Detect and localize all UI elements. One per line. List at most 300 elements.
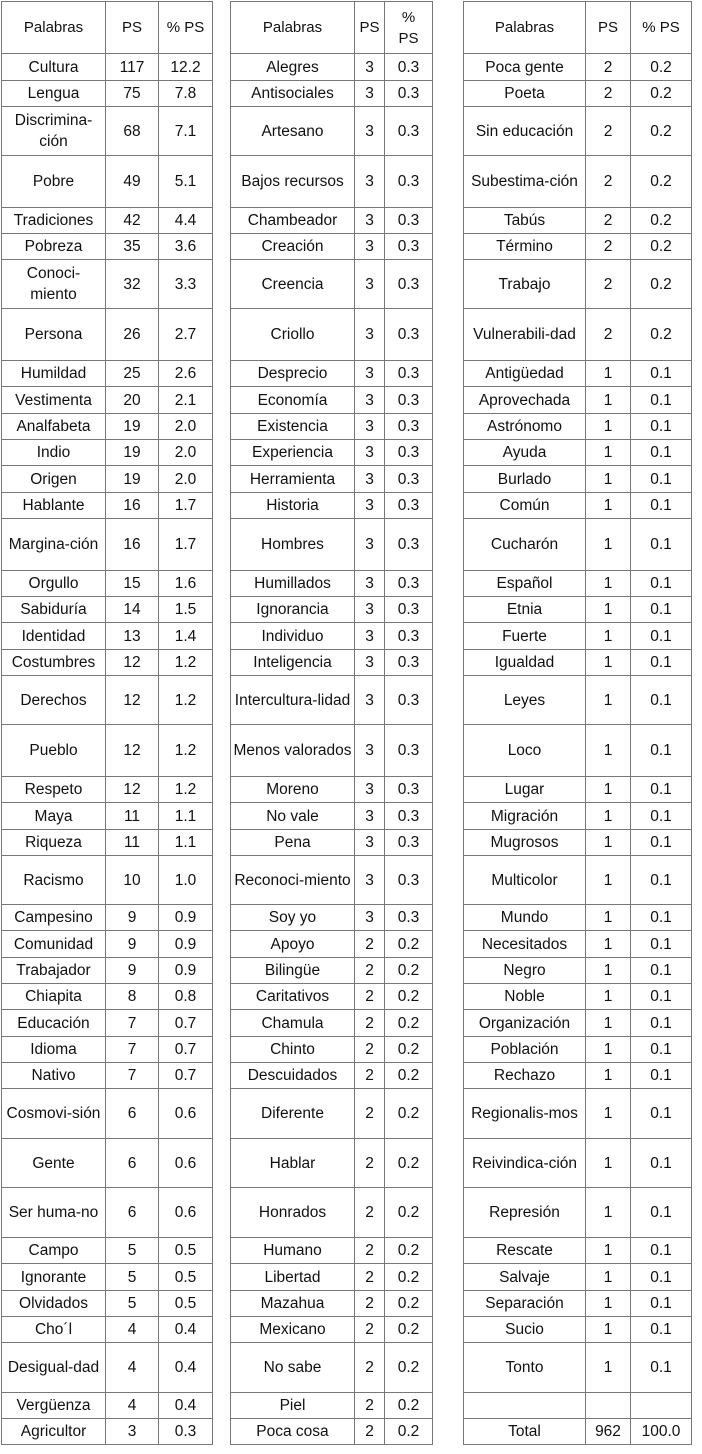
word-cell: Astrónomo <box>464 414 586 440</box>
table-row <box>231 81 433 107</box>
word-cell: Rescate <box>464 1238 586 1264</box>
word-cell: Moreno <box>231 777 355 803</box>
pct-cell: 0.1 <box>631 1264 692 1291</box>
pct-cell: 0.1 <box>631 931 692 958</box>
pct-cell: 0.2 <box>385 1291 433 1317</box>
pct-cell: 0.2 <box>385 1037 433 1063</box>
ps-cell: 1 <box>586 571 631 597</box>
word-cell: Vergüenza <box>2 1393 106 1419</box>
ps-cell: 20 <box>106 387 159 414</box>
ps-cell: 2 <box>355 1037 385 1063</box>
word-cell: Regionalis-mos <box>464 1089 586 1139</box>
ps-cell: 12 <box>106 650 159 676</box>
table-row <box>231 440 433 466</box>
word-cell: Derechos <box>2 676 106 725</box>
ps-cell: 1 <box>586 1188 631 1238</box>
ps-cell: 16 <box>106 493 159 519</box>
table-row <box>231 803 433 830</box>
pct-cell: 0.3 <box>385 676 433 725</box>
ps-cell: 1 <box>586 1264 631 1291</box>
pct-cell: 0.3 <box>385 309 433 361</box>
table-row <box>2 1264 213 1291</box>
ps-cell: 2 <box>355 1089 385 1139</box>
ps-cell: 26 <box>106 309 159 361</box>
pct-cell: 0.3 <box>385 466 433 493</box>
word-cell: Ignorante <box>2 1264 106 1291</box>
table-row <box>2 234 213 260</box>
word-cell: Tradiciones <box>2 208 106 234</box>
word-cell: Cucharón <box>464 519 586 571</box>
table-row <box>2 107 213 156</box>
word-cell: Poca cosa <box>231 1419 355 1445</box>
word-cell: Aprovechada <box>464 387 586 414</box>
header-ps-cell: PS <box>355 2 385 54</box>
word-cell: Menos valorados <box>231 725 355 777</box>
pct-cell: 0.2 <box>631 208 692 234</box>
table-row <box>2 1238 213 1264</box>
word-cell: Lengua <box>2 81 106 107</box>
table-row <box>231 571 433 597</box>
pct-cell: 0.1 <box>631 571 692 597</box>
pct-cell: 0.2 <box>631 54 692 81</box>
word-cell: Gente <box>2 1139 106 1188</box>
word-cell: Leyes <box>464 676 586 725</box>
pct-cell: 0.2 <box>385 931 433 958</box>
ps-cell: 3 <box>355 623 385 650</box>
pct-cell: 0.2 <box>385 1010 433 1037</box>
word-cell: Población <box>464 1037 586 1063</box>
ps-cell: 3 <box>355 856 385 905</box>
ps-cell: 1 <box>586 466 631 493</box>
word-cell: Alegres <box>231 54 355 81</box>
table-row <box>2 597 213 623</box>
pct-cell: 0.1 <box>631 1238 692 1264</box>
ps-cell: 1 <box>586 803 631 830</box>
table-row <box>2 260 213 309</box>
pct-cell: 0.2 <box>385 1238 433 1264</box>
pct-cell: 0.5 <box>159 1264 213 1291</box>
table-row <box>2 931 213 958</box>
table-row <box>2 856 213 905</box>
ps-cell: 1 <box>586 493 631 519</box>
word-cell: Identidad <box>2 623 106 650</box>
word-cell: Antisociales <box>231 81 355 107</box>
ps-cell: 3 <box>355 54 385 81</box>
pct-cell: 2.7 <box>159 309 213 361</box>
table-row <box>2 958 213 984</box>
word-cell: Racismo <box>2 856 106 905</box>
ps-cell: 2 <box>586 234 631 260</box>
pct-cell: 0.3 <box>159 1419 213 1445</box>
word-cell: Loco <box>464 725 586 777</box>
pct-cell: 0.2 <box>631 156 692 208</box>
table-row <box>231 1188 433 1238</box>
word-cell: Agricultor <box>2 1419 106 1445</box>
table-row <box>231 856 433 905</box>
pct-cell: 0.3 <box>385 81 433 107</box>
ps-cell: 49 <box>106 156 159 208</box>
pct-cell: 0.1 <box>631 440 692 466</box>
word-cell: Mazahua <box>231 1291 355 1317</box>
ps-cell: 3 <box>355 440 385 466</box>
pct-cell: 0.1 <box>631 777 692 803</box>
ps-cell: 2 <box>355 1291 385 1317</box>
table-row <box>464 493 692 519</box>
ps-cell: 3 <box>355 81 385 107</box>
word-cell: Experiencia <box>231 440 355 466</box>
pct-cell: 0.3 <box>385 777 433 803</box>
word-cell: Reconoci-miento <box>231 856 355 905</box>
pct-cell: 0.1 <box>631 623 692 650</box>
pct-cell: 0.2 <box>385 1139 433 1188</box>
word-cell: Antigüedad <box>464 361 586 387</box>
ps-cell: 1 <box>586 1317 631 1343</box>
table-row <box>464 676 692 725</box>
ps-cell: 1 <box>586 623 631 650</box>
ps-cell: 1 <box>586 387 631 414</box>
table-row <box>2 309 213 361</box>
table-row <box>2 1291 213 1317</box>
pct-cell: 0.1 <box>631 803 692 830</box>
table-row <box>464 1089 692 1139</box>
ps-cell: 1 <box>586 830 631 856</box>
table-row <box>2 1393 213 1419</box>
word-cell: Comunidad <box>2 931 106 958</box>
pct-cell: 0.1 <box>631 1089 692 1139</box>
word-cell: Respeto <box>2 777 106 803</box>
pct-cell: 0.1 <box>631 519 692 571</box>
word-cell: Tabús <box>464 208 586 234</box>
pct-cell: 0.2 <box>631 107 692 156</box>
ps-cell: 3 <box>355 234 385 260</box>
table-row <box>464 1037 692 1063</box>
table-row <box>2 1089 213 1139</box>
table-row <box>2 440 213 466</box>
ps-cell: 2 <box>355 1317 385 1343</box>
pct-cell: 0.2 <box>385 1063 433 1089</box>
table-row <box>231 234 433 260</box>
pct-cell: 1.2 <box>159 676 213 725</box>
word-cell: Bajos recursos <box>231 156 355 208</box>
pct-cell: 1.7 <box>159 519 213 571</box>
word-cell: Total <box>464 1419 586 1445</box>
pct-cell: 0.2 <box>385 1343 433 1393</box>
word-cell: Pueblo <box>2 725 106 777</box>
table-row <box>231 1264 433 1291</box>
table-row <box>231 984 433 1010</box>
ps-cell: 14 <box>106 597 159 623</box>
header-row <box>2 2 213 54</box>
ps-cell: 3 <box>355 777 385 803</box>
pct-cell: 0.9 <box>159 905 213 931</box>
word-cell: Honrados <box>231 1188 355 1238</box>
pct-cell: 1.2 <box>159 650 213 676</box>
ps-cell: 2 <box>586 156 631 208</box>
table-row <box>2 725 213 777</box>
table-row <box>231 1238 433 1264</box>
table-row <box>2 905 213 931</box>
table-row <box>2 1317 213 1343</box>
table-row <box>2 81 213 107</box>
pct-cell: 0.4 <box>159 1317 213 1343</box>
pct-cell: 0.1 <box>631 984 692 1010</box>
pct-cell: 0.3 <box>385 440 433 466</box>
table-row <box>2 777 213 803</box>
ps-cell: 3 <box>355 803 385 830</box>
pct-cell: 0.3 <box>385 493 433 519</box>
word-cell: Mexicano <box>231 1317 355 1343</box>
pct-cell: 0.1 <box>631 493 692 519</box>
table-row <box>2 387 213 414</box>
table-row <box>2 984 213 1010</box>
pct-cell: 0.1 <box>631 650 692 676</box>
pct-cell: 1.6 <box>159 571 213 597</box>
word-cell: Historia <box>231 493 355 519</box>
pct-cell: 0.2 <box>631 81 692 107</box>
word-cell: Cultura <box>2 54 106 81</box>
table-row <box>2 650 213 676</box>
word-cell: Desprecio <box>231 361 355 387</box>
word-cell: Sin educación <box>464 107 586 156</box>
pct-cell: 0.1 <box>631 466 692 493</box>
pct-cell: 0.2 <box>631 234 692 260</box>
ps-cell: 2 <box>355 1238 385 1264</box>
table-row <box>231 260 433 309</box>
ps-cell: 6 <box>106 1089 159 1139</box>
pct-cell: 0.7 <box>159 1037 213 1063</box>
ps-cell: 1 <box>586 931 631 958</box>
ps-cell: 11 <box>106 830 159 856</box>
table-row <box>231 309 433 361</box>
pct-cell: 0.3 <box>385 107 433 156</box>
table-row <box>231 725 433 777</box>
word-cell: Hablar <box>231 1139 355 1188</box>
word-cell: Vestimenta <box>2 387 106 414</box>
word-cell: Origen <box>2 466 106 493</box>
ps-cell: 1 <box>586 414 631 440</box>
pct-cell: 2.1 <box>159 387 213 414</box>
pct-cell: 0.2 <box>385 1419 433 1445</box>
table-row <box>464 309 692 361</box>
word-cell: Ayuda <box>464 440 586 466</box>
table-row <box>464 81 692 107</box>
table-row <box>2 571 213 597</box>
pct-cell: 0.1 <box>631 958 692 984</box>
word-cell: Individuo <box>231 623 355 650</box>
pct-cell: 0.3 <box>385 856 433 905</box>
ps-cell: 3 <box>355 107 385 156</box>
word-table-middle <box>230 1 433 1445</box>
word-cell: Vulnerabili-dad <box>464 309 586 361</box>
table-row <box>231 1089 433 1139</box>
table-row <box>231 1291 433 1317</box>
table-row <box>231 676 433 725</box>
word-cell: Negro <box>464 958 586 984</box>
word-cell: Cosmovi-sión <box>2 1089 106 1139</box>
ps-cell: 9 <box>106 931 159 958</box>
ps-cell: 1 <box>586 984 631 1010</box>
ps-cell: 19 <box>106 440 159 466</box>
word-cell: Hablante <box>2 493 106 519</box>
ps-cell: 2 <box>355 958 385 984</box>
word-cell: Separación <box>464 1291 586 1317</box>
word-cell: Caritativos <box>231 984 355 1010</box>
pct-cell: 0.3 <box>385 387 433 414</box>
pct-cell: 1.4 <box>159 623 213 650</box>
word-cell: Discrimina-ción <box>2 107 106 156</box>
ps-cell: 9 <box>106 905 159 931</box>
table-row <box>464 1343 692 1393</box>
ps-cell: 5 <box>106 1264 159 1291</box>
word-cell: Multicolor <box>464 856 586 905</box>
pct-cell: 0.8 <box>159 984 213 1010</box>
ps-cell: 1 <box>586 519 631 571</box>
pct-cell: 2.0 <box>159 414 213 440</box>
pct-cell: 0.3 <box>385 156 433 208</box>
word-cell: Ignorancia <box>231 597 355 623</box>
word-cell: Término <box>464 234 586 260</box>
header-word-cell: Palabras <box>231 2 355 54</box>
pct-cell: 0.2 <box>385 1264 433 1291</box>
table-row <box>464 830 692 856</box>
word-cell: Lugar <box>464 777 586 803</box>
word-cell: Indio <box>2 440 106 466</box>
word-cell: Orgullo <box>2 571 106 597</box>
table-row <box>464 1393 692 1419</box>
word-cell: Pobre <box>2 156 106 208</box>
word-cell: Diferente <box>231 1089 355 1139</box>
pct-cell: 0.3 <box>385 650 433 676</box>
header-pct-cell: % PS <box>385 2 433 54</box>
ps-cell: 2 <box>586 260 631 309</box>
pct-cell: 0.1 <box>631 1139 692 1188</box>
pct-cell: 0.6 <box>159 1139 213 1188</box>
ps-cell: 4 <box>106 1317 159 1343</box>
ps-cell: 7 <box>106 1063 159 1089</box>
table-row <box>231 1037 433 1063</box>
table-row <box>464 1317 692 1343</box>
table-row <box>231 650 433 676</box>
pct-cell: 0.3 <box>385 571 433 597</box>
table-row <box>231 208 433 234</box>
table-row <box>464 1063 692 1089</box>
table-row <box>464 234 692 260</box>
table-row <box>2 54 213 81</box>
header-pct-cell: % PS <box>159 2 213 54</box>
ps-cell: 1 <box>586 676 631 725</box>
ps-cell: 1 <box>586 725 631 777</box>
pct-cell: 0.7 <box>159 1063 213 1089</box>
table-row <box>231 1393 433 1419</box>
word-cell: Chambeador <box>231 208 355 234</box>
table-row <box>464 107 692 156</box>
word-cell: Cho´l <box>2 1317 106 1343</box>
pct-cell: 0.1 <box>631 676 692 725</box>
table-row <box>464 931 692 958</box>
pct-cell: 0.4 <box>159 1393 213 1419</box>
pct-cell: 0.9 <box>159 958 213 984</box>
ps-cell: 19 <box>106 414 159 440</box>
word-cell: Maya <box>2 803 106 830</box>
word-cell: Necesitados <box>464 931 586 958</box>
word-cell: Trabajo <box>464 260 586 309</box>
ps-cell: 3 <box>355 597 385 623</box>
ps-cell: 1 <box>586 1343 631 1393</box>
word-cell: Chinto <box>231 1037 355 1063</box>
word-cell: Inteligencia <box>231 650 355 676</box>
pct-cell: 1.0 <box>159 856 213 905</box>
table-row <box>231 156 433 208</box>
word-cell: Olvidados <box>2 1291 106 1317</box>
table-row <box>2 623 213 650</box>
header-pct-cell: % PS <box>631 2 692 54</box>
word-cell: Riqueza <box>2 830 106 856</box>
ps-cell: 42 <box>106 208 159 234</box>
pct-cell: 1.7 <box>159 493 213 519</box>
ps-cell: 2 <box>355 931 385 958</box>
table-row <box>464 623 692 650</box>
pct-cell: 7.8 <box>159 81 213 107</box>
ps-cell: 3 <box>355 414 385 440</box>
table-row <box>231 1010 433 1037</box>
ps-cell: 12 <box>106 676 159 725</box>
word-cell: Campo <box>2 1238 106 1264</box>
word-cell: Migración <box>464 803 586 830</box>
pct-cell: 0.3 <box>385 208 433 234</box>
ps-cell: 1 <box>586 650 631 676</box>
ps-cell: 75 <box>106 81 159 107</box>
pct-cell: 0.3 <box>385 414 433 440</box>
pct-cell: 0.1 <box>631 1317 692 1343</box>
table-row <box>2 676 213 725</box>
pct-cell: 2.6 <box>159 361 213 387</box>
ps-cell: 8 <box>106 984 159 1010</box>
table-row <box>2 519 213 571</box>
table-row <box>231 1139 433 1188</box>
ps-cell: 3 <box>355 519 385 571</box>
table-row <box>464 466 692 493</box>
ps-cell: 9 <box>106 958 159 984</box>
ps-cell: 5 <box>106 1238 159 1264</box>
table-row <box>464 414 692 440</box>
word-cell: Descuidados <box>231 1063 355 1089</box>
table-row <box>2 1343 213 1393</box>
pct-cell: 0.1 <box>631 1343 692 1393</box>
table-row <box>2 1010 213 1037</box>
table-row <box>464 208 692 234</box>
pct-cell: 3.6 <box>159 234 213 260</box>
table-row <box>464 387 692 414</box>
word-cell: Poca gente <box>464 54 586 81</box>
pct-cell: 0.6 <box>159 1188 213 1238</box>
ps-cell: 3 <box>355 387 385 414</box>
ps-cell: 2 <box>355 1139 385 1188</box>
table-row <box>2 1063 213 1089</box>
ps-cell: 4 <box>106 1343 159 1393</box>
word-cell: Margina-ción <box>2 519 106 571</box>
table-row <box>464 260 692 309</box>
ps-cell: 3 <box>355 309 385 361</box>
table-row <box>231 54 433 81</box>
ps-cell: 1 <box>586 905 631 931</box>
word-cell: Pena <box>231 830 355 856</box>
table-row <box>231 905 433 931</box>
table-row <box>464 650 692 676</box>
pct-cell: 0.2 <box>385 1393 433 1419</box>
ps-cell: 11 <box>106 803 159 830</box>
pct-cell: 0.3 <box>385 260 433 309</box>
table-row <box>464 361 692 387</box>
